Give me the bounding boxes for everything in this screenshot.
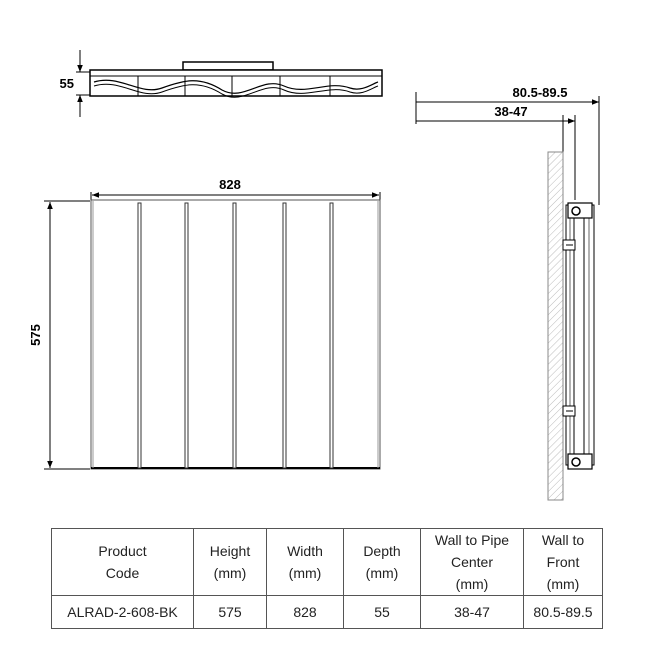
front-width-label: 828 — [219, 177, 241, 192]
front-panel-5 — [330, 203, 333, 468]
front-panel-1 — [138, 203, 141, 468]
front-panel-4 — [283, 203, 286, 468]
header-height: Height (mm) — [194, 529, 267, 596]
table-row — [52, 596, 603, 629]
front-view — [28, 177, 380, 469]
top-view-depth-label: 55 — [59, 76, 74, 91]
header-product-code: Product Code — [52, 529, 194, 596]
header-width: Width (mm) — [267, 529, 344, 596]
front-panel-2 — [185, 203, 188, 468]
header-wall-to-front: Wall to Front (mm) — [524, 529, 603, 596]
top-bracket — [183, 62, 273, 70]
header-wall-to-pipe-center: Wall to Pipe Center (mm) — [421, 529, 524, 596]
wall-to-front-label: 80.5-89.5 — [512, 85, 568, 100]
cell-wall-to-pipe-center: 38-47 — [421, 596, 524, 629]
top-view — [60, 50, 382, 117]
cell-height: 575 — [194, 596, 267, 629]
front-panel-3 — [233, 203, 236, 468]
wall — [548, 152, 563, 500]
cell-width: 828 — [267, 596, 344, 629]
spec-table-header-row — [52, 529, 603, 596]
header-depth: Depth (mm) — [344, 529, 421, 596]
top-view-body — [90, 70, 382, 96]
side-view — [416, 85, 599, 500]
top-pipe-icon — [572, 207, 580, 215]
cell-depth: 55 — [344, 596, 421, 629]
front-height-label: 575 — [28, 324, 43, 346]
cell-wall-to-front: 80.5-89.5 — [524, 596, 603, 629]
spec-table — [51, 528, 603, 629]
wall-to-pipe-center-label: 38-47 — [494, 104, 528, 119]
bottom-pipe-icon — [572, 458, 580, 466]
cell-product-code: ALRAD-2-608-BK — [52, 596, 194, 629]
